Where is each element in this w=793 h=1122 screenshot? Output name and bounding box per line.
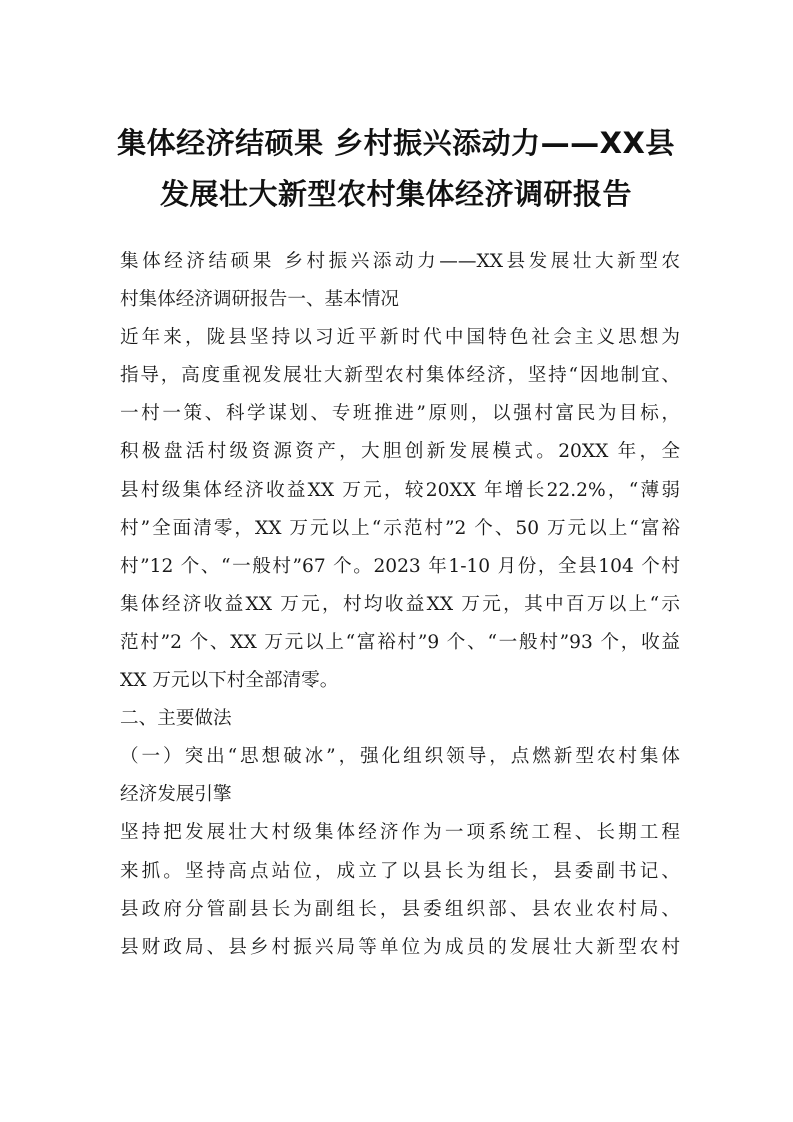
body-line-4: 指导，高度重视发展壮大新型农村集体经济，坚持“因地制宜、 bbox=[120, 365, 680, 387]
title-line-1: 集体经济结硕果 乡村振兴添动力——XX县 bbox=[117, 126, 675, 160]
body-line-17: 来抓。坚持高点站位，成立了以县长为组长，县委副书记、 bbox=[120, 860, 680, 882]
body-line-7: 县村级集体经济收益XX 万元，较20XX 年增长22.2%，“薄弱 bbox=[120, 479, 680, 501]
body-line-5: 一村一策、科学谋划、专班推进”原则，以强村富民为目标， bbox=[120, 403, 680, 425]
body-line-8: 村”全面清零，XX 万元以上“示范村”2 个、50 万元以上“富裕 bbox=[120, 517, 680, 539]
body-line-3: 近年来，陇县坚持以习近平新时代中国特色社会主义思想为 bbox=[120, 327, 680, 349]
section-heading-2: 二、主要做法 bbox=[120, 708, 232, 730]
subsection-heading-1a: （一）突出“思想破冰”，强化组织领导，点燃新型农村集体 bbox=[120, 746, 680, 768]
body-line-2: 村集体经济调研报告一、基本情况 bbox=[120, 289, 399, 311]
body-line-16: 坚持把发展壮大村级集体经济作为一项系统工程、长期工程 bbox=[120, 822, 680, 844]
body-line-1: 集体经济结硕果 乡村振兴添动力——XX县发展壮大新型农 bbox=[120, 251, 680, 272]
body-line-6: 积极盘活村级资源资产，大胆创新发展模式。20XX 年，全 bbox=[120, 441, 680, 463]
body-line-19: 县财政局、县乡村振兴局等单位为成员的发展壮大新型农村 bbox=[120, 936, 680, 958]
document-title bbox=[96, 118, 696, 220]
title-line-2: 发展壮大新型农村集体经济调研报告 bbox=[159, 177, 632, 211]
body-line-10: 集体经济收益XX 万元，村均收益XX 万元，其中百万以上“示 bbox=[120, 593, 680, 615]
document-body bbox=[120, 243, 680, 967]
body-line-12: XX 万元以下村全部清零。 bbox=[120, 670, 339, 692]
body-line-9: 村”12 个、“一般村”67 个。2023 年1-10 月份，全县104 个村 bbox=[120, 555, 680, 577]
body-line-11: 范村”2 个、XX 万元以上“富裕村”9 个、“一般村”93 个，收益 bbox=[120, 631, 680, 653]
body-line-18: 县政府分管副县长为副组长，县委组织部、县农业农村局、 bbox=[120, 898, 680, 920]
subsection-heading-1b: 经济发展引擎 bbox=[120, 784, 232, 806]
